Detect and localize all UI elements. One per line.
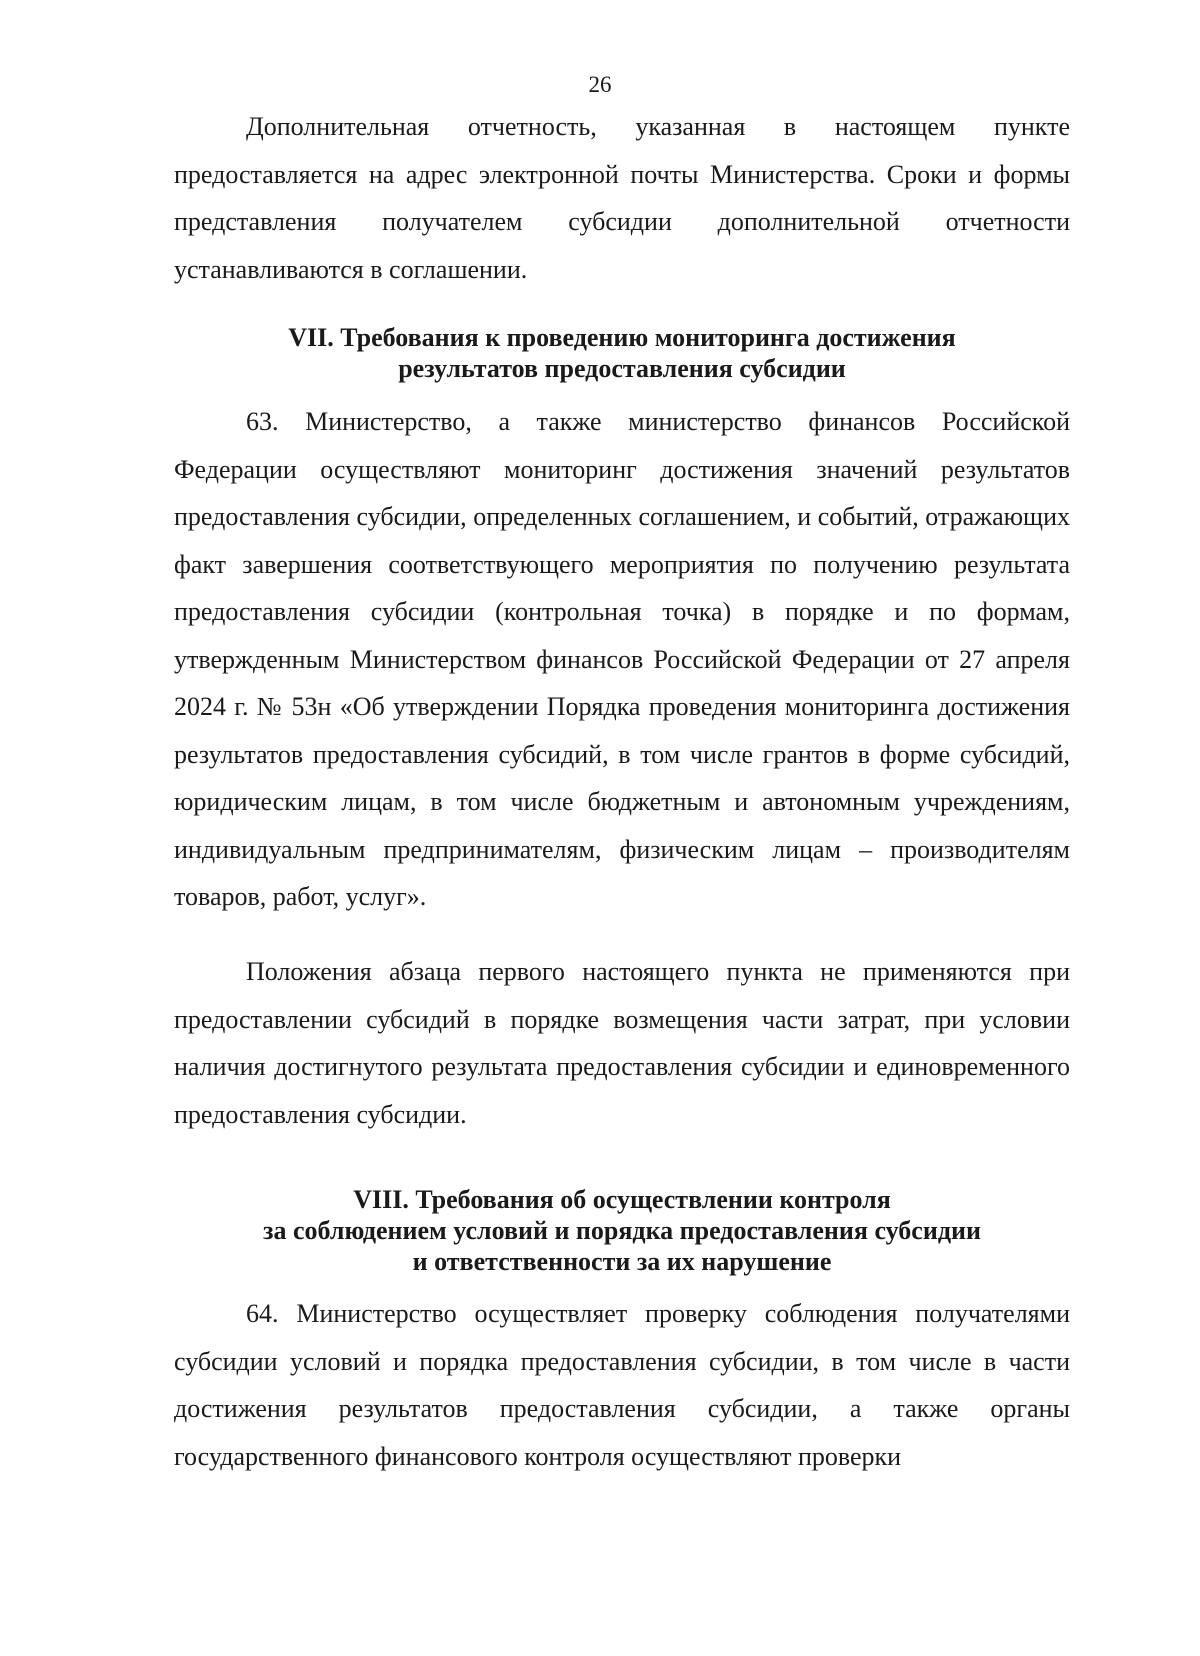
section-heading-viii xyxy=(174,1184,1070,1277)
paragraph-text: 64. Министерство осуществляет проверку соблюдения получателями субсидии условий и порядка предоставления субсидии, в том числе в части достижения результатов предоставления субсидии, а также органы государственного финансового контроля осуществляют проверки xyxy=(174,1299,1070,1471)
paragraph-64 xyxy=(174,1290,1070,1480)
paragraph-text: Положения абзаца первого настоящего пункта не применяются при предоставлении субсидий в порядке возмещения части затрат, при условии наличия достигнутого результата предоставления субсидии и единовременного предоставления субсидии. xyxy=(174,957,1070,1129)
heading-line: VII. Требования к проведению мониторинга достижения xyxy=(288,323,956,352)
section-heading-vii xyxy=(174,322,1070,384)
heading-line: и ответственности за их нарушение xyxy=(412,1247,832,1276)
paragraph-additional-reporting xyxy=(174,103,1070,293)
heading-line: результатов предоставления субсидии xyxy=(398,354,846,383)
paragraph-63-second xyxy=(174,948,1070,1138)
paragraph-text: Дополнительная отчетность, указанная в настоящем пункте предоставляется на адрес электронной почты Министерства. Сроки и формы представления получателем субсидии дополнительной отчетности устанавливаются в соглашении. xyxy=(174,112,1070,284)
section-heading-text xyxy=(174,1184,1070,1277)
heading-line: VIII. Требования об осуществлении контроля xyxy=(353,1185,891,1214)
paragraph-text: 63. Министерство, а также министерство финансов Российской Федерации осуществляют мониторинг достижения значений результатов предоставления субсидии, определенных соглашением, и событий, отражающих факт завершения соответствующего мероприятия по получению результата предоставления субсидии (контрольная точка) в порядке и по формам, утвержденным Министерством финансов Российской Федерации от 27 апреля 2024 г. № 53н «Об утверждении Порядка проведения мониторинга достижения результатов предоставления субсидий, в том числе грантов в форме субсидий, юридическим лицам, в том числе бюджетным и автономным учреждениям, индивидуальным предпринимателям, физическим лицам – производителям товаров, работ, услуг». xyxy=(174,407,1070,911)
paragraph-63 xyxy=(174,398,1070,921)
page-number: 26 xyxy=(588,72,612,97)
heading-line: за соблюдением условий и порядка предоставления субсидии xyxy=(263,1216,981,1245)
section-heading-text xyxy=(174,322,1070,384)
